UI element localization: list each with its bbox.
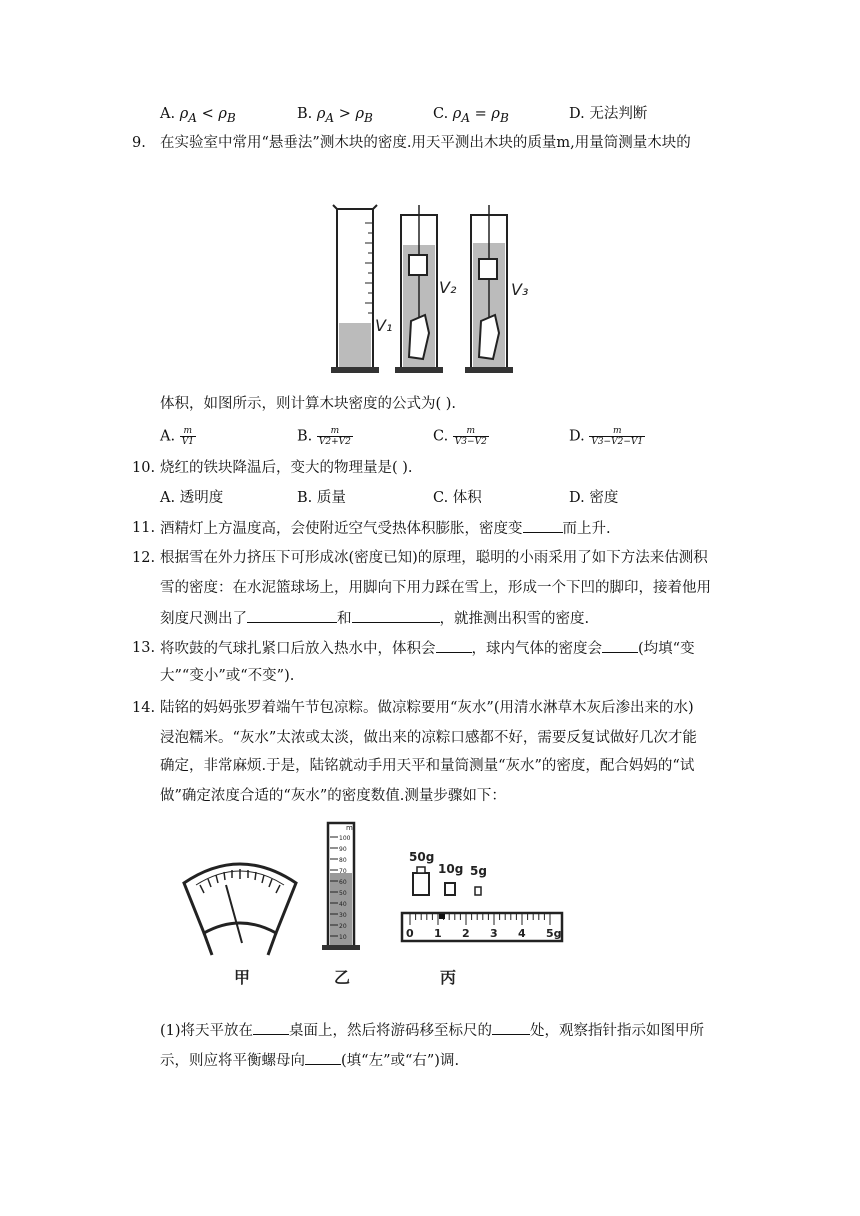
q14-step1-line1: (1)将天平放在 桌面上，然后将游码移至标尺的 处，观察指针指示如图甲所 bbox=[160, 1020, 704, 1041]
q10-number: 10. bbox=[132, 460, 156, 476]
svg-text:ml: ml bbox=[346, 824, 355, 832]
cylinder-tick-label: 20 bbox=[339, 923, 347, 930]
answer-blank[interactable] bbox=[602, 638, 638, 653]
measuring-cylinder bbox=[322, 823, 360, 950]
ruler-tick-label: 5g bbox=[546, 927, 562, 940]
fraction: $\frac{m}{V1}$ bbox=[181, 426, 194, 447]
cylinder-tick-label: 50 bbox=[339, 890, 347, 897]
ruler-tick-label: 2 bbox=[462, 927, 470, 940]
label-bing: 丙 bbox=[440, 968, 457, 987]
answer-blank[interactable] bbox=[352, 608, 440, 623]
cylinder-tick-label: 100 bbox=[339, 835, 351, 842]
svg-text:5g: 5g bbox=[470, 864, 487, 878]
cylinder-v1 bbox=[331, 205, 379, 373]
svg-text:50g: 50g bbox=[409, 850, 435, 864]
q14-line1: 陆铭的妈妈张罗着端午节包凉粽。做凉粽要用“灰水”(用清水淋草木灰后渗出来的水) bbox=[160, 700, 694, 716]
q9-stem-line2: 体积，如图所示，则计算木块密度的公式为( ). bbox=[160, 396, 457, 412]
answer-blank[interactable] bbox=[492, 1020, 530, 1035]
label-v2: V₂ bbox=[439, 278, 457, 297]
q13-number: 13. bbox=[132, 640, 156, 656]
q8-option-c[interactable]: C. $\rho_A = \rho_B$ bbox=[433, 106, 509, 125]
q12-line1: 根据雪在外力挤压下可形成冰(密度已知)的原理，聪明的小雨采用了如下方法来估测积 bbox=[160, 550, 708, 566]
answer-blank[interactable] bbox=[305, 1050, 341, 1065]
ruler-tick-label: 4 bbox=[518, 927, 526, 940]
weights bbox=[409, 850, 487, 895]
q9-cylinders-figure bbox=[325, 203, 540, 378]
q9-stem-line1: 在实验室中常用“悬垂法”测木块的密度.用天平测出木块的质量m,用量筒测量木块的 bbox=[160, 135, 691, 151]
q14-line2: 浸泡糯米。“灰水”太浓或太淡，做出来的凉粽口感都不好，需要反复试做好几次才能 bbox=[160, 730, 697, 746]
answer-blank[interactable] bbox=[523, 518, 563, 533]
q8-option-d[interactable]: D. 无法判断 bbox=[569, 106, 648, 122]
fraction: $\frac{m}{V2+V2}$ bbox=[318, 426, 351, 447]
q9-option-a[interactable]: A. $\frac{m}{V1}$ bbox=[160, 426, 194, 447]
fraction: $\frac{m}{V3-V2}$ bbox=[454, 426, 487, 447]
q14-line4: 做”确定浓度合适的“灰水”的密度数值.测量步骤如下： bbox=[160, 788, 506, 804]
svg-text:10g: 10g bbox=[438, 862, 464, 876]
q14-line3: 确定，非常麻烦.于是，陆铭就动手用天平和量筒测量“灰水”的密度，配合妈妈的“试 bbox=[160, 758, 695, 774]
ruler bbox=[402, 913, 562, 941]
label-yi: 乙 bbox=[334, 968, 351, 987]
cylinder-tick-label: 70 bbox=[339, 868, 347, 875]
label-v3: V₃ bbox=[511, 280, 529, 299]
cylinder-tick-label: 90 bbox=[339, 846, 347, 853]
label-v1: V₁ bbox=[375, 316, 393, 335]
q13-line1: 将吹鼓的气球扎紧口后放入热水中，体积会 ，球内气体的密度会 (均填“变 bbox=[160, 638, 695, 659]
q10-option-c[interactable]: C. 体积 bbox=[433, 490, 482, 506]
cylinder-v2 bbox=[395, 205, 443, 373]
rho-a-lt-rho-b: $\rho_A < \rho_B$ bbox=[179, 106, 236, 125]
ruler-tick-label: 1 bbox=[434, 927, 442, 940]
q11-number: 11. bbox=[132, 520, 156, 536]
ruler-tick-label: 0 bbox=[406, 927, 414, 940]
q14-step1-line2: 示，则应将平衡螺母向 (填“左”或“右”)调. bbox=[160, 1050, 459, 1071]
answer-blank[interactable] bbox=[253, 1020, 289, 1035]
q9-option-d[interactable]: D. $\frac{m}{V3-V2-V1}$ bbox=[569, 426, 644, 447]
q11-stem: 酒精灯上方温度高，会使附近空气受热体积膨胀，密度变 而上升. bbox=[160, 518, 611, 539]
label-jia: 甲 bbox=[234, 968, 251, 987]
cylinder-tick-label: 40 bbox=[339, 901, 347, 908]
q9-option-c[interactable]: C. $\frac{m}{V3-V2}$ bbox=[433, 426, 487, 447]
q14-figure bbox=[180, 815, 570, 995]
cylinder-tick-label: 30 bbox=[339, 912, 347, 919]
q10-stem: 烧红的铁块降温后，变大的物理量是( ). bbox=[160, 460, 413, 476]
ruler-tick-label: 3 bbox=[490, 927, 498, 940]
cylinder-tick-label: 10 bbox=[339, 934, 347, 941]
fraction: $\frac{m}{V3-V2-V1}$ bbox=[591, 426, 644, 447]
q10-option-d[interactable]: D. 密度 bbox=[569, 490, 619, 506]
rho-a-eq-rho-b: $\rho_A = \rho_B$ bbox=[452, 106, 509, 125]
cylinder-v3 bbox=[465, 205, 513, 373]
cylinder-tick-label: 80 bbox=[339, 857, 347, 864]
cylinder-tick-label: 60 bbox=[339, 879, 347, 886]
q12-line2: 雪的密度：在水泥篮球场上，用脚向下用力踩在雪上，形成一个下凹的脚印，接着他用 bbox=[160, 580, 711, 596]
q10-option-b[interactable]: B. 质量 bbox=[297, 490, 346, 506]
q8-option-a[interactable]: A. $\rho_A < \rho_B$ bbox=[160, 106, 236, 125]
q8-option-b[interactable]: B. $\rho_A > \rho_B$ bbox=[297, 106, 373, 125]
q9-option-b[interactable]: B. $\frac{m}{V2+V2}$ bbox=[297, 426, 351, 447]
q12-number: 12. bbox=[132, 550, 156, 566]
q9-number: 9. bbox=[132, 135, 146, 151]
q13-line2: 大”“变小”或“不变”). bbox=[160, 668, 295, 684]
answer-blank[interactable] bbox=[436, 638, 472, 653]
q14-number: 14. bbox=[132, 700, 156, 716]
q12-line3: 刻度尺测出了 和 ，就推测出积雪的密度. bbox=[160, 608, 589, 629]
q10-option-a[interactable]: A. 透明度 bbox=[160, 490, 224, 506]
rider bbox=[439, 914, 445, 919]
balance-dial bbox=[184, 864, 296, 955]
rho-a-gt-rho-b: $\rho_A > \rho_B$ bbox=[316, 106, 373, 125]
answer-blank[interactable] bbox=[247, 608, 337, 623]
